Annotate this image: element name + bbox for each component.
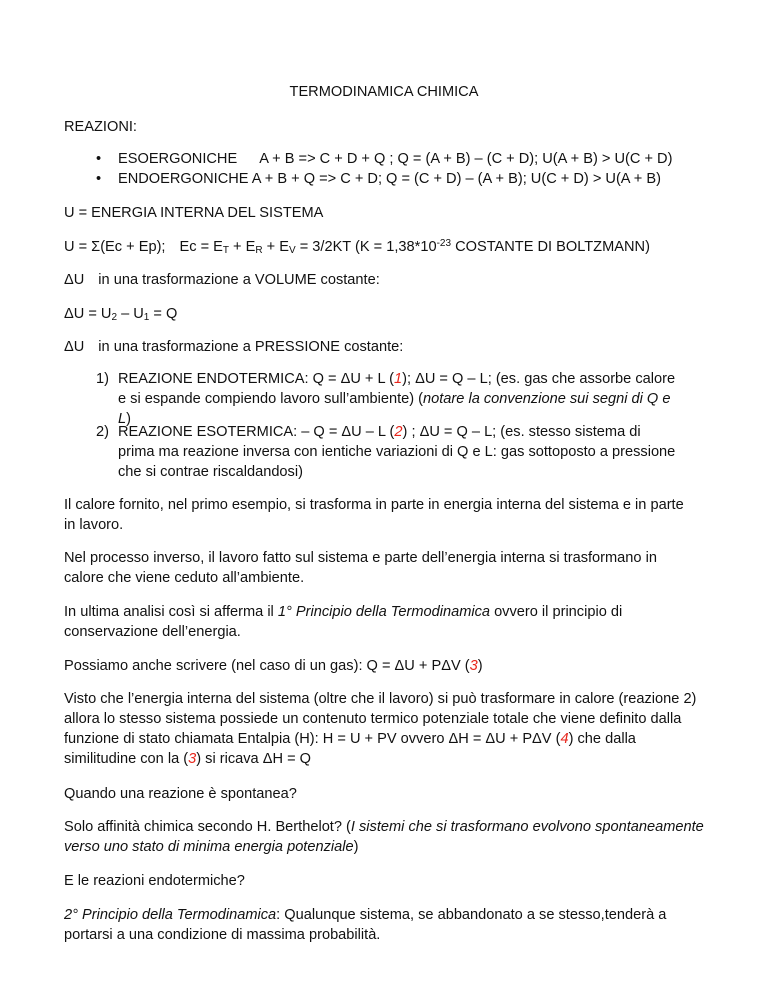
equation-ref: 4 (560, 731, 569, 747)
bullet-rest: A + B => C + D + Q ; Q = (A + B) – (C + D); U(A + B) > U(C + D) (259, 151, 673, 167)
paragraph: Solo affinità chimica secondo H. Berthelot? (I sistemi che si trasformano evolvono spontaneamente verso uno stato di minima energia potenziale) (64, 819, 704, 855)
bullet-name: ENDOERGONICHE (118, 171, 249, 187)
paragraph: Il calore fornito, nel primo esempio, si trasforma in parte in energia interna del sistema e in parte in lavoro. (64, 497, 684, 533)
internal-energy-definition: U = ENERGIA INTERNA DEL SISTEMA (64, 205, 324, 221)
bullet-icon: • (96, 171, 102, 187)
paragraph: In ultima analisi così si afferma il 1° Principio della Termodinamica ovvero il principio di conservazione dell’energia. (64, 604, 623, 640)
paragraph: 2° Principio della Termodinamica: Qualunque sistema, se abbandonato a se stesso,tenderà a portarsi a una condizione di massima probabilità. (64, 907, 667, 943)
bullet-item-esoergoniche (118, 149, 672, 169)
paragraph: Visto che l’energia interna del sistema (oltre che il lavoro) si può trasformare in calore (reazione 2) allora lo stesso sistema possiede un contenuto termico potenziale totale che viene definito dalla funzione di stato chiamata Entalpia (H): H = U + PV ovvero ΔH = ΔU + PΔV (4) che dalla similitudine con la (3) si ricava ΔH = Q (64, 691, 697, 767)
list-number: 2) (96, 424, 109, 440)
equation-ref: 2 (394, 424, 403, 440)
paragraph: Possiamo anche scrivere (nel caso di un gas): Q = ΔU + PΔV (3) (64, 658, 483, 674)
bullet-item-endoergoniche (118, 169, 661, 189)
equation-ref: 3 (188, 751, 197, 767)
equation-ref: 3 (469, 658, 478, 674)
question: Quando una reazione è spontanea? (64, 786, 297, 802)
internal-energy-formula: U = Σ(Ec + Ep); $Ec = E_T + E_R + E_V = 3/2KT$ ($K = 1,38*10^{-23}$ COSTANTE DI BOLTZMANN) (64, 238, 650, 256)
list-number: 1) (96, 371, 109, 387)
question: E le reazioni endotermiche? (64, 873, 245, 889)
list-item-esotermica: REAZIONE ESOTERMICA: – Q = ΔU – L (2) ; ΔU = Q – L; (es. stesso sistema di prima ma reazione inversa con ientiche variazioni di Q e L: gas sottoposto a pressione che si contrae riscaldandosi) (118, 424, 676, 480)
bullet-rest: A + B + Q => C + D; Q = (C + D) – (A + B); U(C + D) > U(A + B) (251, 171, 661, 187)
bullet-name: ESOERGONICHE (118, 151, 238, 167)
bullet-icon: • (96, 151, 102, 167)
page-title: TERMODINAMICA CHIMICA (289, 84, 479, 100)
equation-ref: 1 (394, 371, 403, 387)
paragraph: Nel processo inverso, il lavoro fatto sul sistema e parte dell’energia interna si trasformano in calore che viene ceduto all’ambiente. (64, 550, 657, 586)
delta-u-pressure-heading: ΔU in una trasformazione a PRESSIONE costante: (64, 339, 404, 355)
delta-u-volume-heading: ΔU in una trasformazione a VOLUME costante: (64, 272, 380, 288)
list-item-endotermica: REAZIONE ENDOTERMICA: Q = ΔU + L (1); ΔU = Q – L; (es. gas che assorbe calore e si espande compiendo lavoro sull’ambiente) (notare la convenzione sui segni di Q e L) (118, 371, 676, 427)
delta-u-equation: $\Delta U = U_2 - U_1 = Q$ (64, 306, 178, 323)
section-label: REAZIONI: (64, 119, 137, 135)
